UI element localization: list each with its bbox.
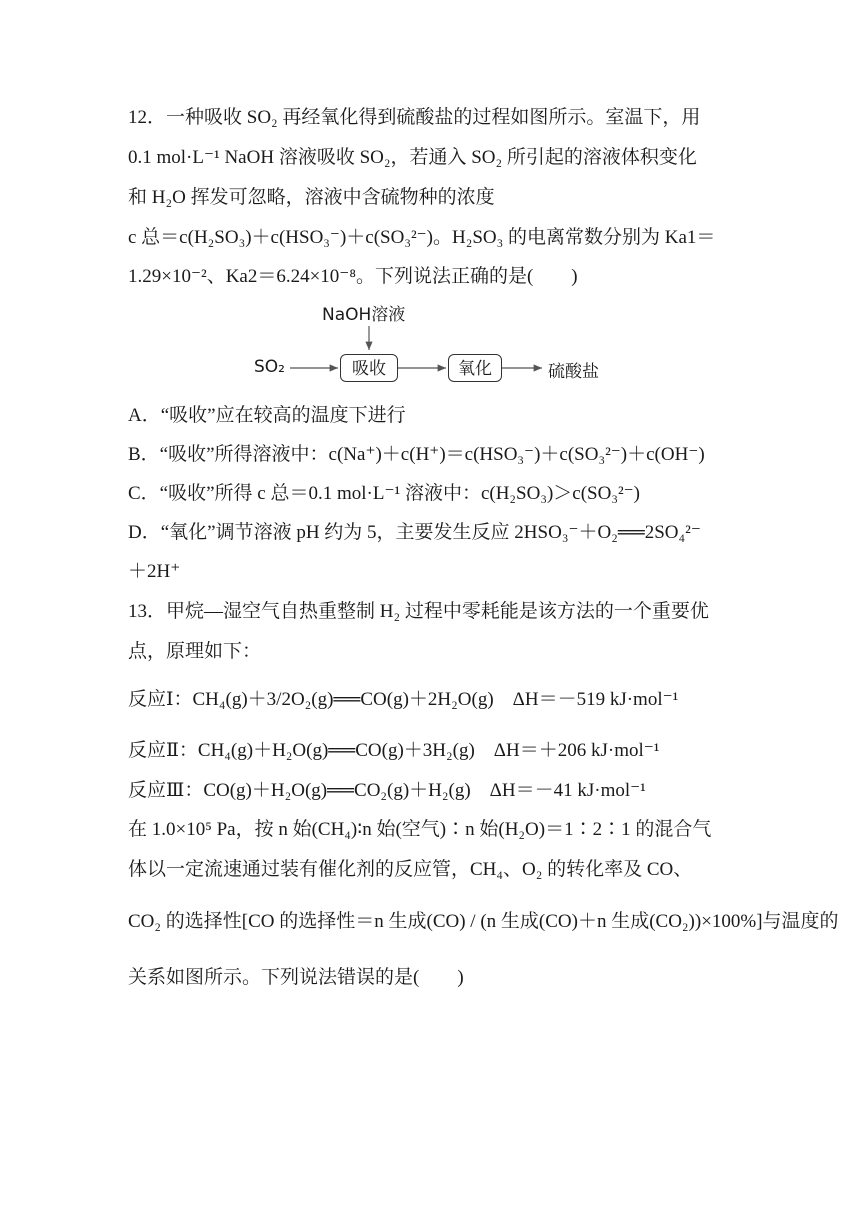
q12-line-2: 0.1 mol·L⁻¹ NaOH 溶液吸收 SO₂，若通入 SO₂ 所引起的溶液体积变化: [128, 147, 697, 168]
sulfate-label: 硫酸盐: [548, 362, 599, 382]
q12-line-3: 和 H₂O 挥发可忽略，溶液中含硫物种的浓度: [128, 187, 495, 208]
q12-line-4: c 总＝c(H₂SO₃)＋c(HSO₃⁻)＋c(SO₃²⁻)。H₂SO₃ 的电离常数分别为 Ka1＝: [128, 227, 716, 248]
so2-label: SO₂: [254, 357, 285, 377]
q12-option-c: C．“吸收”所得 c 总＝0.1 mol·L⁻¹ 溶液中：c(H₂SO₃)＞c(SO₃²⁻): [128, 483, 641, 504]
q13-selectivity-line: CO₂ 的选择性[CO 的选择性＝n 生成(CO) / (n 生成(CO)＋n 生成(CO₂))×100%]与温度的: [128, 911, 839, 932]
q12-line-5: 1.29×10⁻²、Ka2＝6.24×10⁻⁸。下列说法正确的是( ): [128, 266, 578, 287]
reaction-3: 反应Ⅲ：CO(g)＋H₂O(g)══CO₂(g)＋H₂(g) ΔH＝－41 kJ·mol⁻¹: [128, 780, 646, 801]
q12-option-d: D．“氧化”调节溶液 pH 约为 5，主要发生反应 2HSO₃⁻＋O₂══2SO₄²⁻: [128, 522, 701, 543]
reaction-2: 反应Ⅱ：CH₄(g)＋H₂O(g)══CO(g)＋3H₂(g) ΔH＝＋206 kJ·mol⁻¹: [128, 740, 660, 761]
naoh-label: NaOH溶液: [322, 305, 406, 325]
reaction-1: 反应Ⅰ：CH₄(g)＋3/2O₂(g)══CO(g)＋2H₂O(g) ΔH＝－519 kJ·mol⁻¹: [128, 689, 679, 710]
q13-line-9: 关系如图所示。下列说法错误的是( ): [128, 967, 464, 988]
q13-line-2: 点，原理如下：: [128, 641, 262, 662]
q13-line-7: 体以一定流速通过装有催化剂的反应管，CH₄、O₂ 的转化率及 CO、: [128, 859, 693, 880]
q12-option-d-cont: ＋2H⁺: [128, 561, 181, 582]
q12-option-b: B．“吸收”所得溶液中：c(Na⁺)＋c(H⁺)＝c(HSO₃⁻)＋c(SO₃²⁻)＋c(OH⁻): [128, 444, 705, 465]
absorb-box: 吸收: [340, 354, 398, 382]
q12-option-a: A．“吸收”应在较高的温度下进行: [128, 405, 406, 426]
oxidize-box: 氧化: [448, 354, 502, 382]
q12-line-1: 12．一种吸收 SO₂ 再经氧化得到硫酸盐的过程如图所示。室温下，用: [128, 107, 701, 128]
process-diagram: [250, 298, 630, 388]
q13-line-1: 13．甲烷—湿空气自热重整制 H₂ 过程中零耗能是该方法的一个重要优: [128, 601, 709, 622]
q13-line-6: 在 1.0×10⁵ Pa，按 n 始(CH₄)∶n 始(空气)∶n 始(H₂O)＝1∶2∶1 的混合气: [128, 819, 712, 840]
